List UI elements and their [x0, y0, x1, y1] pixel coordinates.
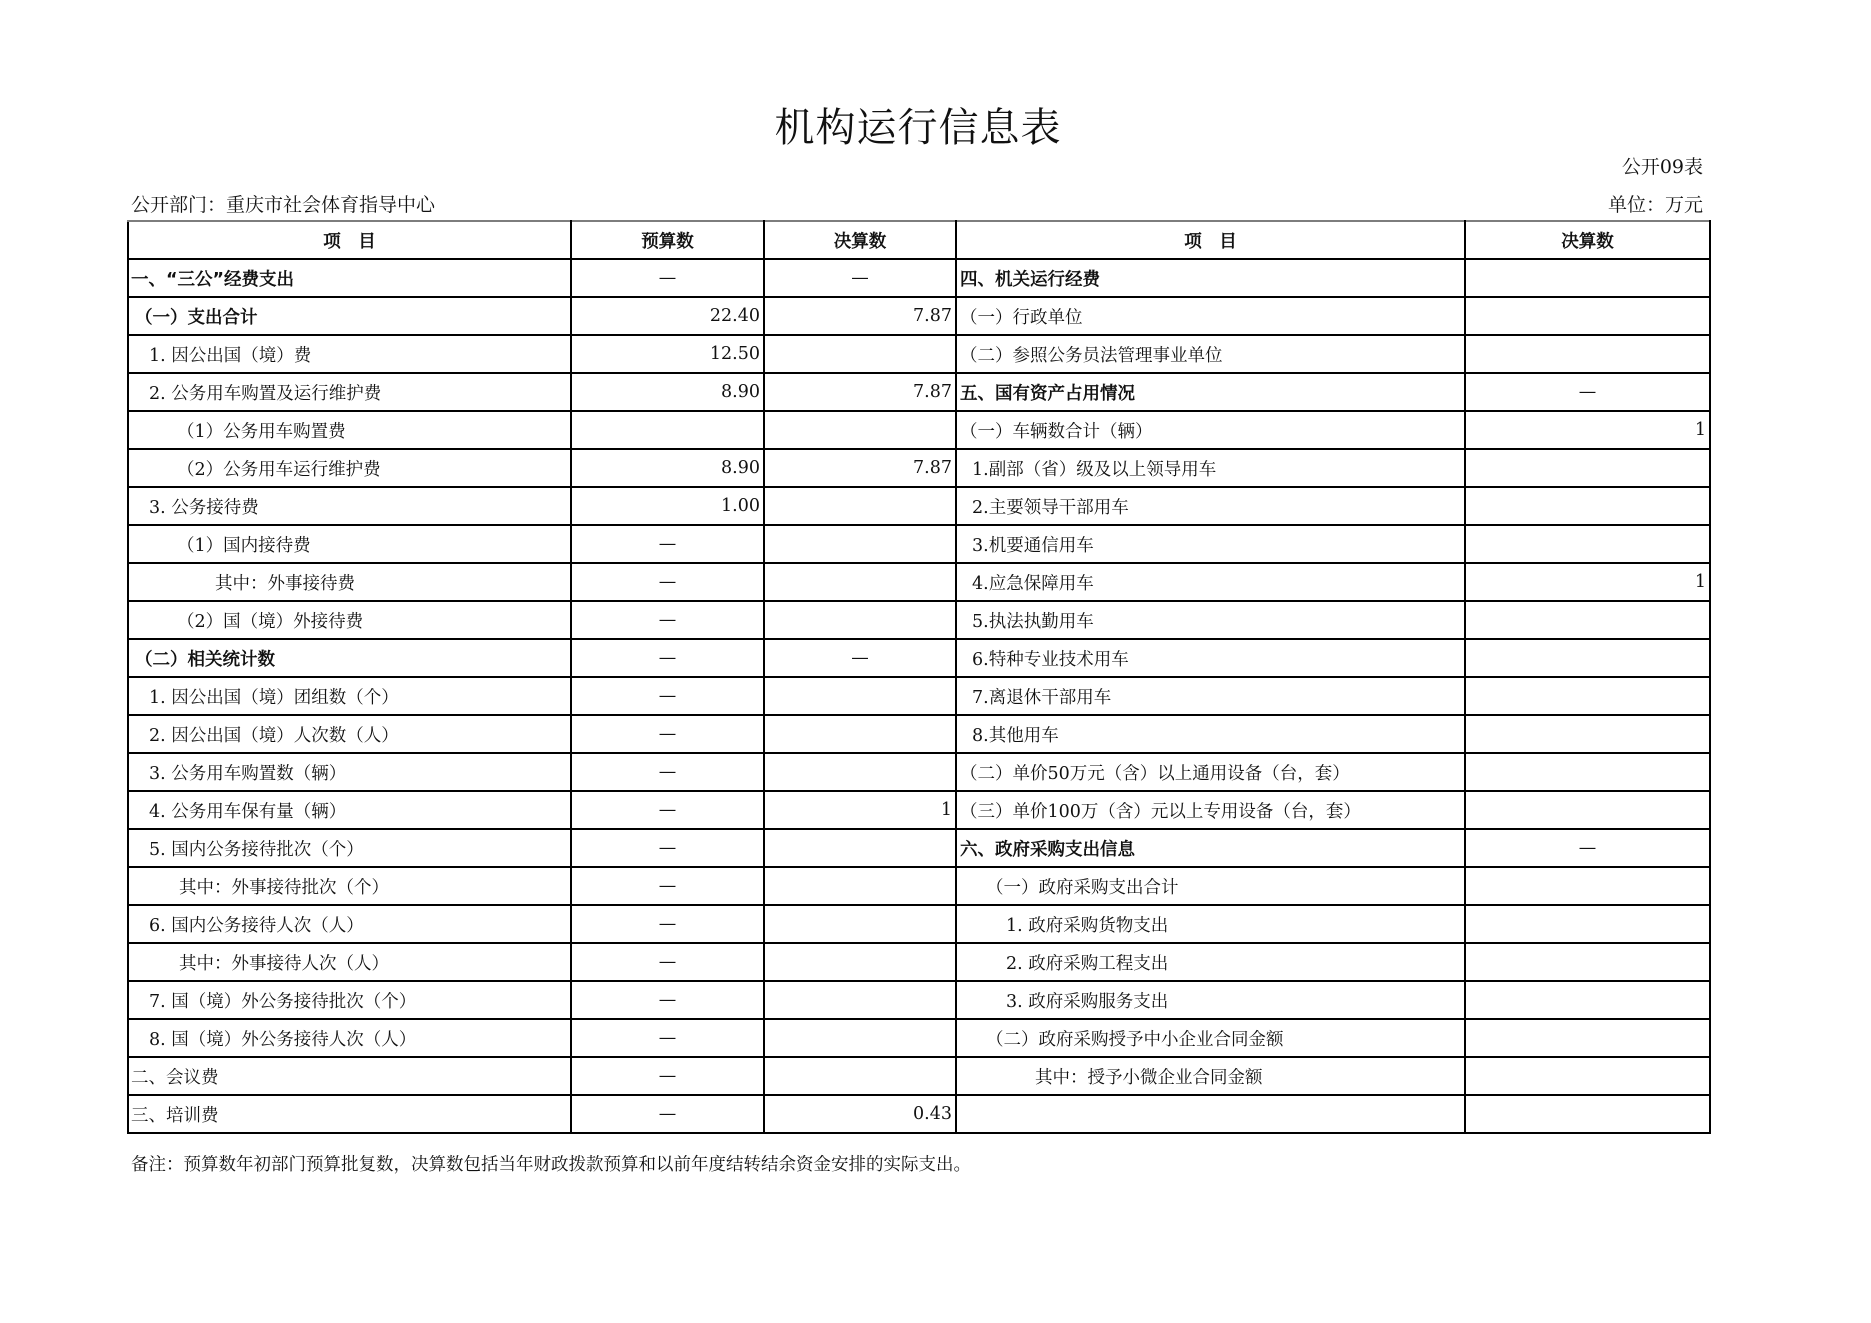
row-final-value — [764, 1019, 956, 1057]
row-item-right: 3.机要通信用车 — [956, 525, 1465, 563]
row-budget-value: — — [571, 905, 764, 943]
row-item-right: 5.执法执勤用车 — [956, 601, 1465, 639]
row-item-right: （一）车辆数合计（辆） — [956, 411, 1465, 449]
row-item-right: 其中：授予小微企业合同金额 — [956, 1057, 1465, 1095]
table-row — [128, 829, 1710, 867]
row-item-left: 6. 国内公务接待人次（人） — [128, 905, 571, 943]
row-final-value — [764, 715, 956, 753]
row-item-left: 5. 国内公务接待批次（个） — [128, 829, 571, 867]
row-budget-value: — — [571, 677, 764, 715]
row-budget-value: — — [571, 601, 764, 639]
row-final-value: — — [764, 639, 956, 677]
row-item-left: 2. 公务用车购置及运行维护费 — [128, 373, 571, 411]
table-row — [128, 1057, 1710, 1095]
row-item-left: 三、培训费 — [128, 1095, 571, 1133]
unit-label: 单位：万元 — [1607, 194, 1703, 216]
header-item-left: 项 目 — [128, 221, 571, 259]
table-row — [128, 1095, 1710, 1133]
table-row — [128, 867, 1710, 905]
row-item-left: 二、会议费 — [128, 1057, 571, 1095]
table-row — [128, 411, 1710, 449]
row-final-value: 7.87 — [764, 449, 956, 487]
row-final-value-right: 1 — [1465, 411, 1710, 449]
row-item-left: 8. 国（境）外公务接待人次（人） — [128, 1019, 571, 1057]
row-item-left: 3. 公务接待费 — [128, 487, 571, 525]
table-row — [128, 297, 1710, 335]
row-item-right: （二）政府采购授予中小企业合同金额 — [956, 1019, 1465, 1057]
row-final-value — [764, 487, 956, 525]
row-budget-value: 1.00 — [571, 487, 764, 525]
header-budget: 预算数 — [571, 221, 764, 259]
row-item-right: 2. 政府采购工程支出 — [956, 943, 1465, 981]
row-budget-value: — — [571, 1019, 764, 1057]
row-final-value — [764, 829, 956, 867]
row-final-value: 7.87 — [764, 373, 956, 411]
row-final-value: 7.87 — [764, 297, 956, 335]
form-number: 公开09表 — [1621, 156, 1703, 178]
row-budget-value: — — [571, 525, 764, 563]
row-budget-value: — — [571, 563, 764, 601]
row-final-value-right — [1465, 335, 1710, 373]
row-item-right: 6.特种专业技术用车 — [956, 639, 1465, 677]
row-final-value-right — [1465, 297, 1710, 335]
row-budget-value: — — [571, 1095, 764, 1133]
row-item-left: （2）公务用车运行维护费 — [128, 449, 571, 487]
table-row — [128, 563, 1710, 601]
row-item-right: （一）政府采购支出合计 — [956, 867, 1465, 905]
row-budget-value: 8.90 — [571, 449, 764, 487]
row-budget-value: 8.90 — [571, 373, 764, 411]
row-final-value-right: — — [1465, 829, 1710, 867]
row-final-value — [764, 867, 956, 905]
row-final-value: 1 — [764, 791, 956, 829]
row-final-value-right — [1465, 981, 1710, 1019]
row-budget-value: — — [571, 791, 764, 829]
row-item-left: （二）相关统计数 — [128, 639, 571, 677]
row-item-right: （二）参照公务员法管理事业单位 — [956, 335, 1465, 373]
table-row — [128, 905, 1710, 943]
row-item-left: 4. 公务用车保有量（辆） — [128, 791, 571, 829]
row-item-left: 其中：外事接待费 — [128, 563, 571, 601]
row-final-value-right — [1465, 905, 1710, 943]
table-row — [128, 335, 1710, 373]
row-final-value-right: 1 — [1465, 563, 1710, 601]
row-final-value-right: — — [1465, 373, 1710, 411]
row-final-value: 0.43 — [764, 1095, 956, 1133]
row-item-right: 1. 政府采购货物支出 — [956, 905, 1465, 943]
table-row — [128, 753, 1710, 791]
table-header-row — [128, 221, 1710, 259]
row-item-left: （1）国内接待费 — [128, 525, 571, 563]
row-item-left: 其中：外事接待人次（人） — [128, 943, 571, 981]
row-final-value-right — [1465, 677, 1710, 715]
row-final-value-right — [1465, 259, 1710, 297]
row-final-value-right — [1465, 867, 1710, 905]
row-final-value — [764, 677, 956, 715]
row-item-right — [956, 1095, 1465, 1133]
footnote: 备注：预算数年初部门预算批复数，决算数包括当年财政拨款预算和以前年度结转结余资金安排的实际支出。 — [131, 1155, 971, 1175]
row-final-value — [764, 335, 956, 373]
table-row — [128, 981, 1710, 1019]
header-final-right: 决算数 — [1465, 221, 1710, 259]
row-final-value-right — [1465, 1019, 1710, 1057]
table-row — [128, 449, 1710, 487]
row-item-left: 一、“三公”经费支出 — [128, 259, 571, 297]
row-item-left: 7. 国（境）外公务接待批次（个） — [128, 981, 571, 1019]
department-label: 公开部门：重庆市社会体育指导中心 — [131, 194, 436, 216]
row-budget-value: — — [571, 639, 764, 677]
table-row — [128, 677, 1710, 715]
row-final-value — [764, 943, 956, 981]
row-final-value-right — [1465, 1057, 1710, 1095]
row-budget-value: — — [571, 943, 764, 981]
row-budget-value: 12.50 — [571, 335, 764, 373]
row-item-right: 7.离退休干部用车 — [956, 677, 1465, 715]
header-final: 决算数 — [764, 221, 956, 259]
row-final-value — [764, 601, 956, 639]
row-item-left: （一）支出合计 — [128, 297, 571, 335]
row-item-left: （2）国（境）外接待费 — [128, 601, 571, 639]
row-final-value — [764, 411, 956, 449]
row-final-value — [764, 753, 956, 791]
row-final-value-right — [1465, 601, 1710, 639]
row-budget-value: — — [571, 753, 764, 791]
table-row — [128, 943, 1710, 981]
row-final-value-right — [1465, 791, 1710, 829]
table-row — [128, 1019, 1710, 1057]
institution-operation-table — [127, 220, 1711, 1134]
row-item-right: 3. 政府采购服务支出 — [956, 981, 1465, 1019]
page-title: 机构运行信息表 — [774, 105, 1062, 151]
row-final-value-right — [1465, 525, 1710, 563]
table-row — [128, 487, 1710, 525]
row-item-left: （1）公务用车购置费 — [128, 411, 571, 449]
row-final-value-right — [1465, 449, 1710, 487]
row-final-value: — — [764, 259, 956, 297]
row-item-right: 2.主要领导干部用车 — [956, 487, 1465, 525]
table-row — [128, 525, 1710, 563]
table-row — [128, 373, 1710, 411]
row-item-right: 4.应急保障用车 — [956, 563, 1465, 601]
row-final-value-right — [1465, 753, 1710, 791]
row-budget-value: — — [571, 867, 764, 905]
row-final-value — [764, 905, 956, 943]
table-row — [128, 791, 1710, 829]
table-row — [128, 601, 1710, 639]
row-item-left: 2. 因公出国（境）人次数（人） — [128, 715, 571, 753]
row-budget-value: — — [571, 715, 764, 753]
row-final-value — [764, 981, 956, 1019]
row-budget-value: 22.40 — [571, 297, 764, 335]
row-item-left: 其中：外事接待批次（个） — [128, 867, 571, 905]
row-item-left: 1. 因公出国（境）团组数（个） — [128, 677, 571, 715]
row-final-value-right — [1465, 715, 1710, 753]
header-item-right: 项 目 — [956, 221, 1465, 259]
row-item-left: 3. 公务用车购置数（辆） — [128, 753, 571, 791]
row-budget-value — [571, 411, 764, 449]
table-row — [128, 639, 1710, 677]
row-item-right: （一）行政单位 — [956, 297, 1465, 335]
row-final-value-right — [1465, 1095, 1710, 1133]
row-item-right: 六、政府采购支出信息 — [956, 829, 1465, 867]
row-final-value — [764, 563, 956, 601]
row-item-right: （二）单价50万元（含）以上通用设备（台，套） — [956, 753, 1465, 791]
table-row — [128, 715, 1710, 753]
row-budget-value: — — [571, 829, 764, 867]
row-budget-value: — — [571, 981, 764, 1019]
row-item-right: 四、机关运行经费 — [956, 259, 1465, 297]
row-item-left: 1. 因公出国（境）费 — [128, 335, 571, 373]
row-final-value-right — [1465, 943, 1710, 981]
row-final-value-right — [1465, 639, 1710, 677]
row-item-right: 1.副部（省）级及以上领导用车 — [956, 449, 1465, 487]
row-final-value-right — [1465, 487, 1710, 525]
row-item-right: （三）单价100万（含）元以上专用设备（台，套） — [956, 791, 1465, 829]
row-budget-value: — — [571, 259, 764, 297]
row-item-right: 五、国有资产占用情况 — [956, 373, 1465, 411]
row-final-value — [764, 1057, 956, 1095]
row-item-right: 8.其他用车 — [956, 715, 1465, 753]
table-row — [128, 259, 1710, 297]
row-final-value — [764, 525, 956, 563]
row-budget-value: — — [571, 1057, 764, 1095]
